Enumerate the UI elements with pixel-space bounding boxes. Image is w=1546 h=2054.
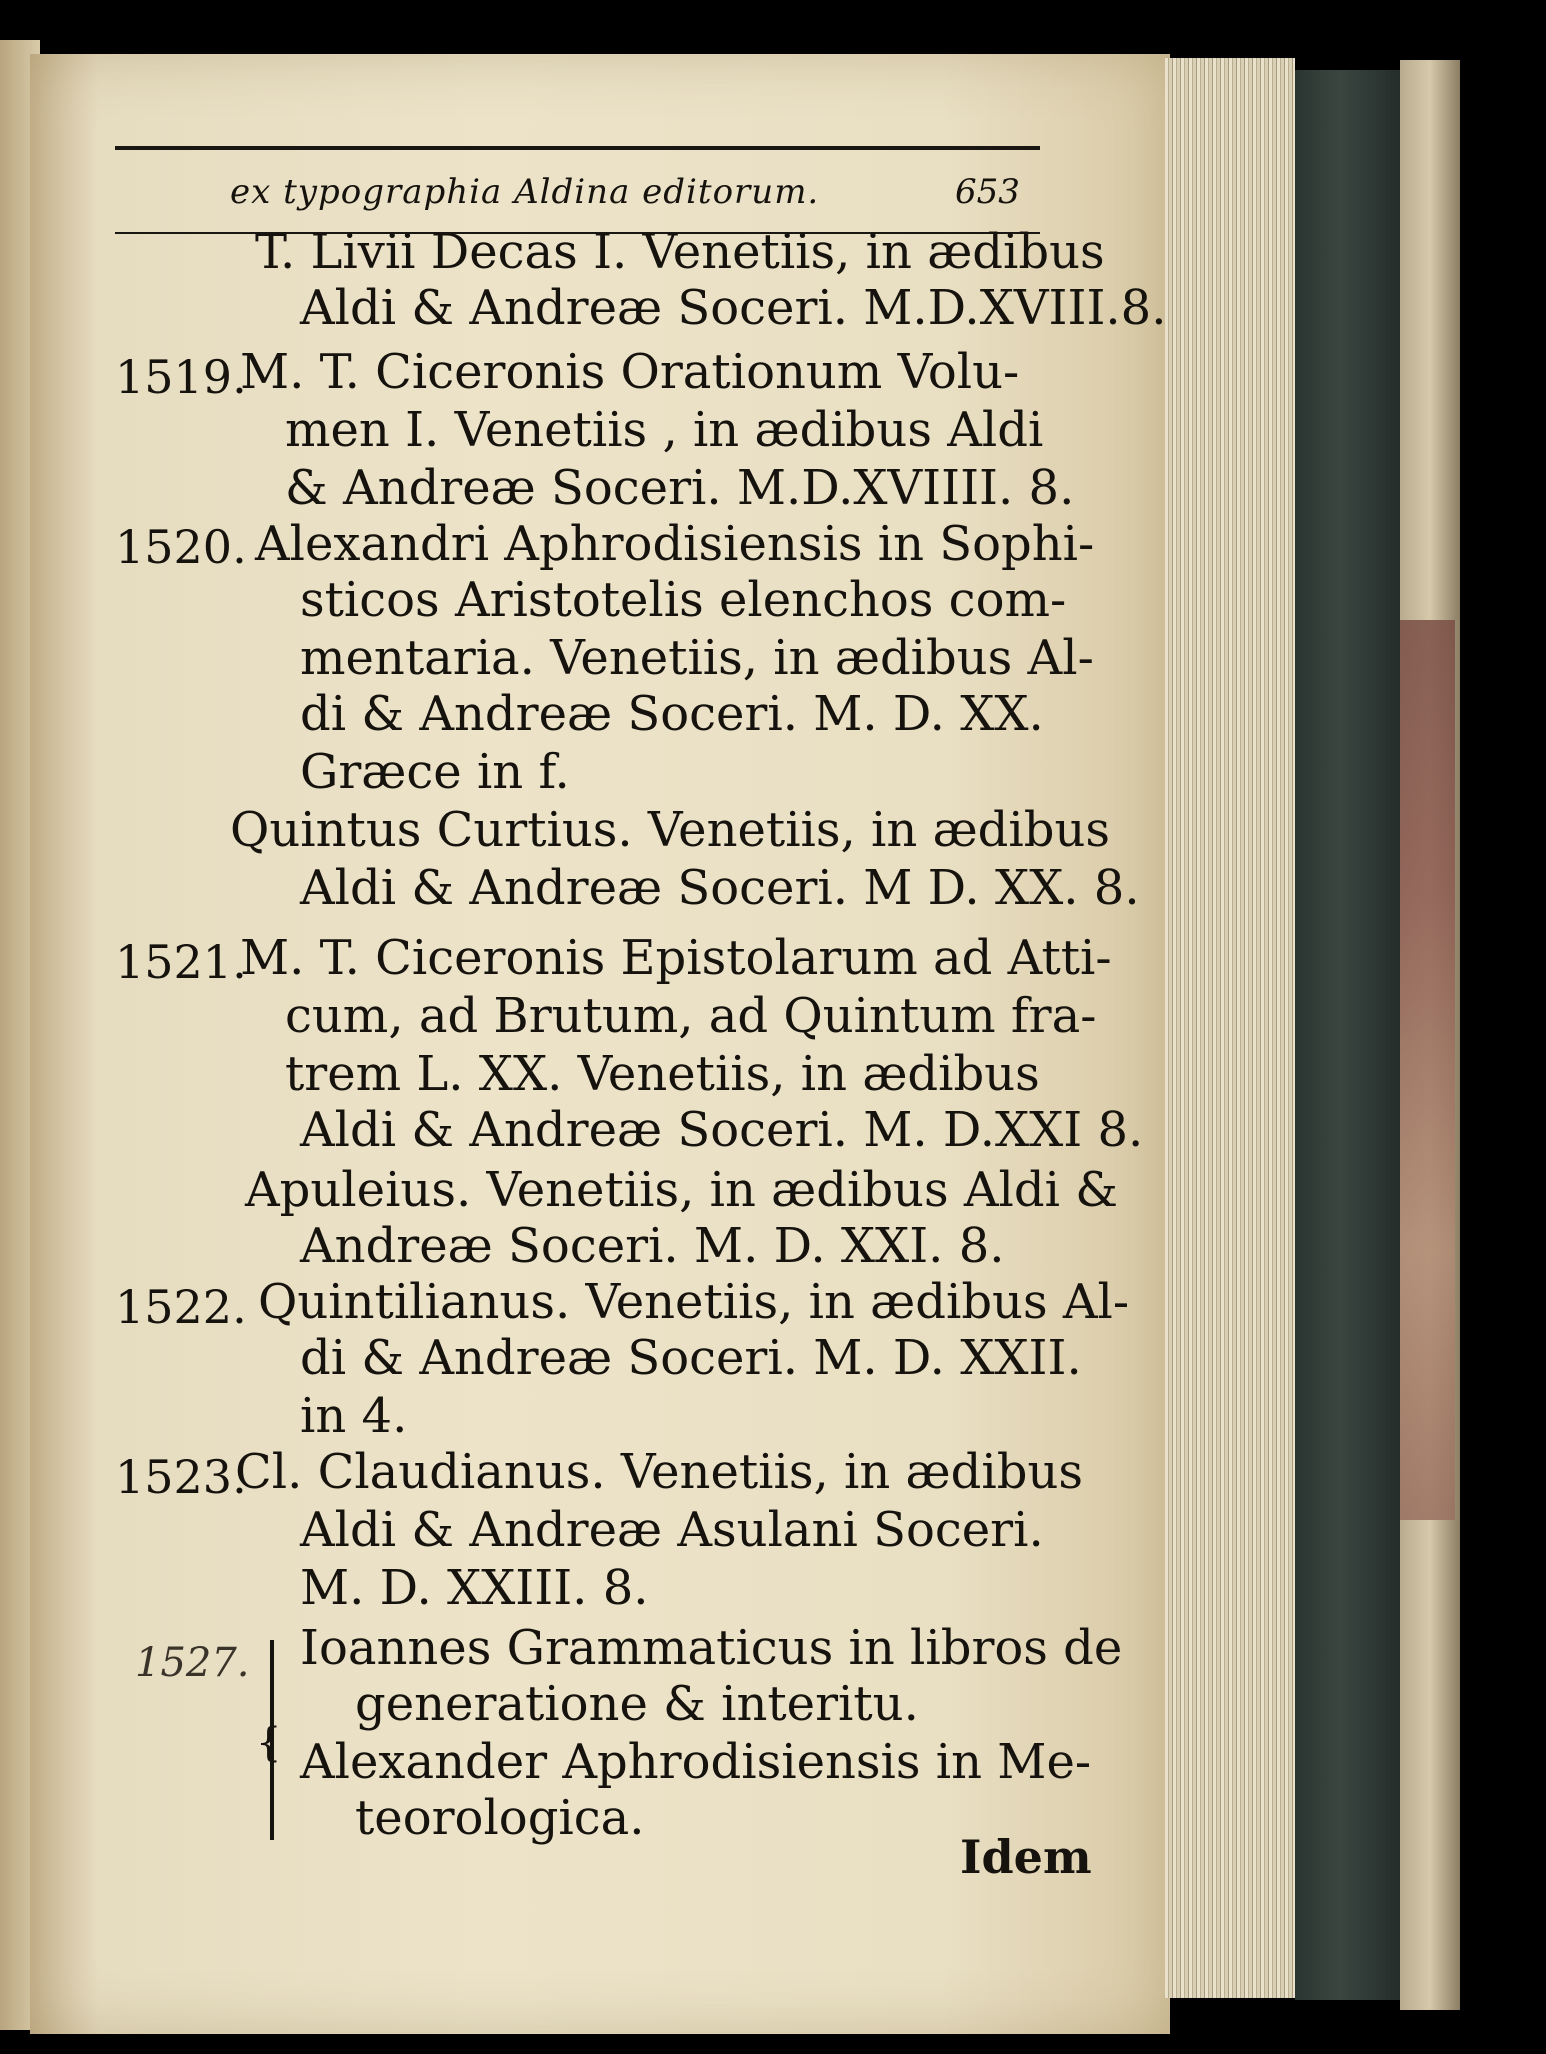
year-1519: 1519. — [115, 350, 247, 404]
text-line: Quintus Curtius. Venetiis, in ædibus — [230, 802, 1111, 858]
text-line: Alexandri Aphrodisiensis in Sophi- — [255, 516, 1095, 572]
header-rule-top — [115, 146, 1040, 150]
text-line: di & Andreæ Soceri. M. D. XX. — [300, 686, 1044, 742]
text-line: Aldi & Andreæ Asulani Soceri. — [300, 1502, 1044, 1558]
page-edges — [1165, 58, 1295, 1998]
text-line: M. T. Ciceronis Epistolarum ad Atti- — [240, 930, 1112, 986]
text-line: men I. Venetiis , in ædibus Aldi — [285, 402, 1044, 458]
book-cover — [1295, 70, 1405, 2000]
text-line: Græce in f. — [300, 744, 570, 800]
text-line: teorologica. — [355, 1790, 645, 1846]
text-line: Aldi & Andreæ Soceri. M. D.XXI 8. — [300, 1102, 1144, 1158]
text-line: T. Livii Decas I. Venetiis, in ædibus — [255, 224, 1105, 280]
text-line: Alexander Aphrodisiensis in Me- — [300, 1734, 1092, 1790]
text-line: Andreæ Soceri. M. D. XXI. 8. — [300, 1218, 1005, 1274]
running-head: ex typographia Aldina editorum. — [230, 172, 820, 212]
text-line: Aldi & Andreæ Soceri. M D. XX. 8. — [300, 860, 1140, 916]
text-line: trem L. XX. Venetiis, in ædibus — [285, 1046, 1040, 1102]
text-line: Ioannes Grammaticus in libros de — [300, 1620, 1123, 1676]
brace-point-icon: { — [256, 1720, 282, 1766]
text-line: M. D. XXIII. 8. — [300, 1560, 649, 1616]
catchword: Idem — [960, 1830, 1092, 1884]
text-line: & Andreæ Soceri. M.D.XVIIII. 8. — [285, 460, 1075, 516]
cover-stain — [1400, 620, 1455, 1520]
text-line: M. T. Ciceronis Orationum Volu- — [240, 344, 1020, 400]
year-1523: 1523. — [115, 1450, 247, 1504]
page-number: 653 — [955, 172, 1020, 212]
text-line: in 4. — [300, 1388, 408, 1444]
text-line: sticos Aristotelis elenchos com- — [300, 572, 1067, 628]
year-1520: 1520. — [115, 520, 247, 574]
text-line: di & Andreæ Soceri. M. D. XXII. — [300, 1330, 1082, 1386]
text-line: Aldi & Andreæ Soceri. M.D.XVIII.8. — [300, 280, 1167, 336]
year-1522: 1522. — [115, 1280, 247, 1334]
year-1521: 1521. — [115, 935, 247, 989]
text-line: cum, ad Brutum, ad Quintum fra- — [285, 988, 1097, 1044]
text-line: Apuleius. Venetiis, in ædibus Aldi & — [245, 1162, 1118, 1218]
text-line: generatione & interitu. — [355, 1676, 919, 1732]
text-line: mentaria. Venetiis, in ædibus Al- — [300, 630, 1094, 686]
handwritten-year: 1527. — [135, 1640, 250, 1686]
text-line: Quintilianus. Venetiis, in ædibus Al- — [258, 1274, 1130, 1330]
text-line: Cl. Claudianus. Venetiis, in ædibus — [235, 1444, 1083, 1500]
